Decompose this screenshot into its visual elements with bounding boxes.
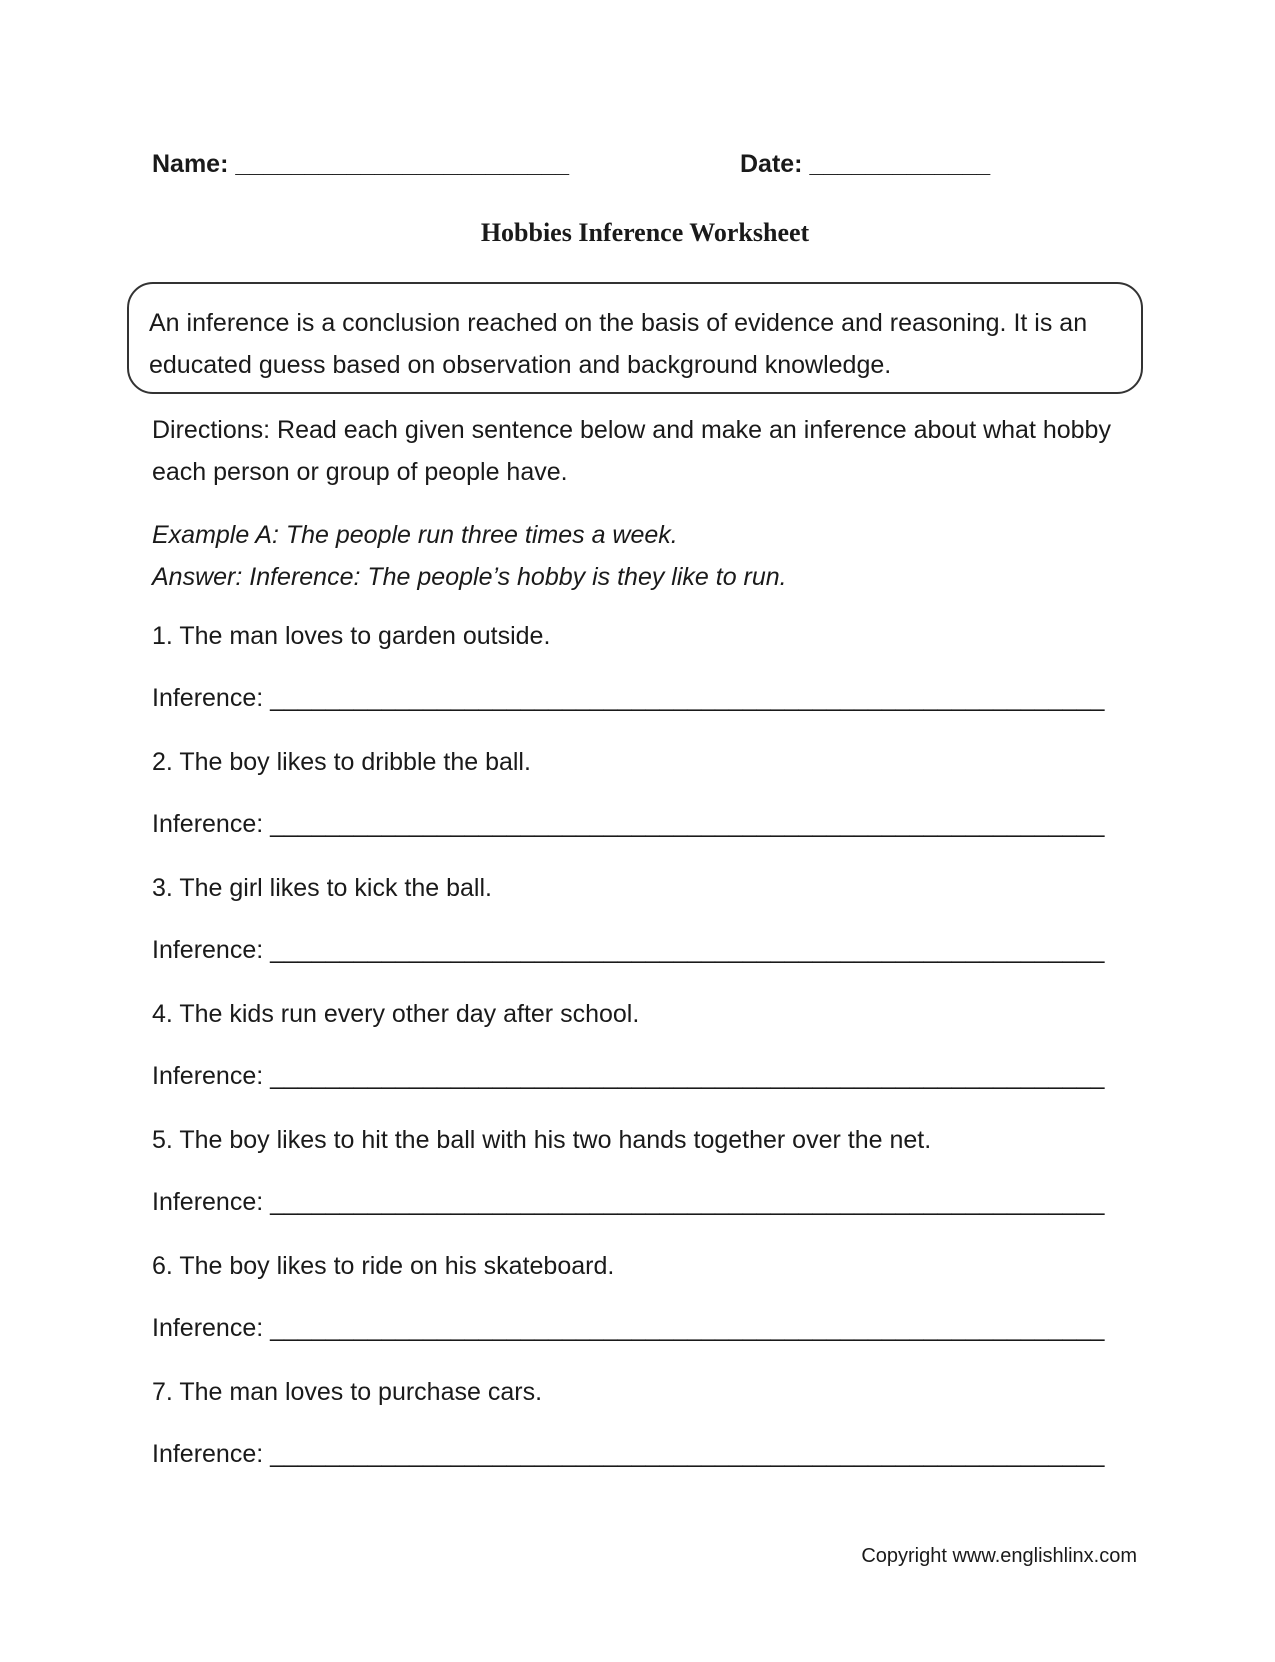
example-answer: Answer: Inference: The people’s hobby is they like to run. [152,563,787,591]
example-block [152,514,787,598]
question-item [152,744,1132,870]
question-sentence: 1. The man loves to garden outside. [152,622,551,650]
directions-text: Directions: Read each given sentence below and make an inference about what hobby each person or group of people have. [152,416,1111,486]
inference-answer-line[interactable]: Inference: ____________________________________________________________ [152,1440,1105,1468]
question-sentence: 2. The boy likes to dribble the ball. [152,748,531,776]
inference-answer-line[interactable]: Inference: ____________________________________________________________ [152,810,1105,838]
question-sentence: 3. The girl likes to kick the ball. [152,874,492,902]
inference-answer-line[interactable]: Inference: ____________________________________________________________ [152,1188,1105,1216]
question-item [152,996,1132,1122]
question-sentence: 7. The man loves to purchase cars. [152,1378,543,1406]
example-sentence: Example A: The people run three times a week. [152,521,678,549]
worksheet-title: Hobbies Inference Worksheet [480,218,810,247]
inference-answer-line[interactable]: Inference: ____________________________________________________________ [152,1062,1105,1090]
question-item [152,1374,1132,1500]
question-item [152,618,1132,744]
question-sentence: 5. The boy likes to hit the ball with his two hands together over the net. [152,1126,932,1154]
copyright-notice: Copyright www.englishlinx.com [861,1545,1137,1567]
inference-answer-line[interactable]: Inference: ____________________________________________________________ [152,1314,1105,1342]
inference-answer-line[interactable]: Inference: ____________________________________________________________ [152,936,1105,964]
question-sentence: 6. The boy likes to ride on his skateboard. [152,1252,615,1280]
definition-box [127,282,1143,394]
question-sentence: 4. The kids run every other day after school. [152,1000,640,1028]
date-field-label: Date: _____________ [740,150,991,178]
question-item [152,1122,1132,1248]
question-item [152,1248,1132,1374]
question-item [152,870,1132,996]
definition-text: An inference is a conclusion reached on the basis of evidence and reasoning. It is an educated guess based on observation and background knowledge. [149,309,1088,379]
inference-answer-line[interactable]: Inference: ____________________________________________________________ [152,684,1105,712]
name-field-label: Name: ________________________ [152,150,570,178]
question-list [152,618,1132,1500]
